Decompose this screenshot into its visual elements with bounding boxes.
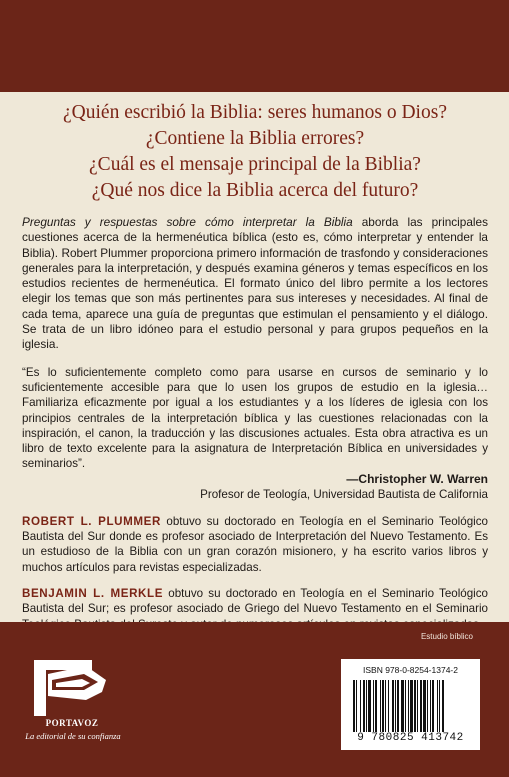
question-4: ¿Qué nos dice la Biblia acerca del futuro? [91,180,419,201]
publisher-name: PORTAVOZ [45,718,99,728]
question-2: ¿Contiene la Biblia errores? [145,128,365,149]
question-3: ¿Cuál es el mensaje principal de la Biblia? [89,154,421,175]
description-text: aborda las principales cuestiones acerca de la hermenéutica bíblica (esto es, cómo interpretar y entender la Biblia). Robert Plummer proporciona primero información de trasfondo y consideraciones generales para la interpretación, y después examina géneros y temas específicos en los estudios recientes de hermenéutica. El formato único del libro permite a los lectores elegir los temas que son más pertinentes para sus intereses y necesidades. Al final de cada tema, aparece una guía de preguntas que estimulan el pensamiento y el diálogo. Se trata de un libro idóneo para el estudio personal y para grupos pequeños en la iglesia. [22,215,488,352]
top-color-band [0,0,509,92]
book-title-italic: Preguntas y respuestas sobre cómo interpretar la Biblia [22,215,353,229]
question-list [22,100,488,204]
author-bio-text: obtuvo su doctorado en Teología en el Seminario Teológico Bautista del Sur; es profesor asociado de Griego del Nuevo Testamento en el Seminario [22,586,489,616]
book-description [22,215,488,353]
portavoz-p-logo-icon [34,660,110,716]
isbn-text: ISBN 978-0-8254-1374-2 [363,665,458,675]
question-1: ¿Quién escribió la Biblia: seres humanos o Dios? [63,102,447,123]
barcode-icon [353,680,471,732]
category-label: Estudio bíblico [420,632,473,641]
endorser-name: —Christopher W. Warren [346,471,488,486]
author-name: BENJAMIN L. MERKLE [22,586,164,600]
barcode-digits: 9 780825 413742 [357,732,464,744]
author-bio-text: obtuvo su doctorado en Teología en el Seminario Teológico Bautista del Sur donde es profesor asociado de Interpretación del Nuevo Testamento. Es un estudioso de la Biblia con un gran corazón misionero, y ha escrito varios libros y muchos artículos para revistas especializadas. [22,514,488,574]
author-bio-plummer [22,514,488,575]
publisher-tagline: La editorial de su confianza [25,731,121,741]
endorsement-quote: “Es lo suficientemente completo como para usarse en cursos de seminario y lo suficientemente accesible para que lo usen los grupos de estudio en la iglesia… Familiariza eficazmente por igual a los estudiantes y a los líderes de iglesia con los principios centrales de la interpretación bíblica y las cuestiones relacionadas con la inspiración, el canon, la traducción y las discusiones actuales. Esta obra atractiva es un libro de texto excelente para la asignatura de Interpretación Bíblica en universidades y seminarios”. [22,365,488,471]
cover-content [22,100,488,643]
barcode-panel [341,659,480,750]
author-name: ROBERT L. PLUMMER [22,514,161,528]
endorser-title: Profesor de Teología, Universidad Bautista de California [200,487,488,501]
